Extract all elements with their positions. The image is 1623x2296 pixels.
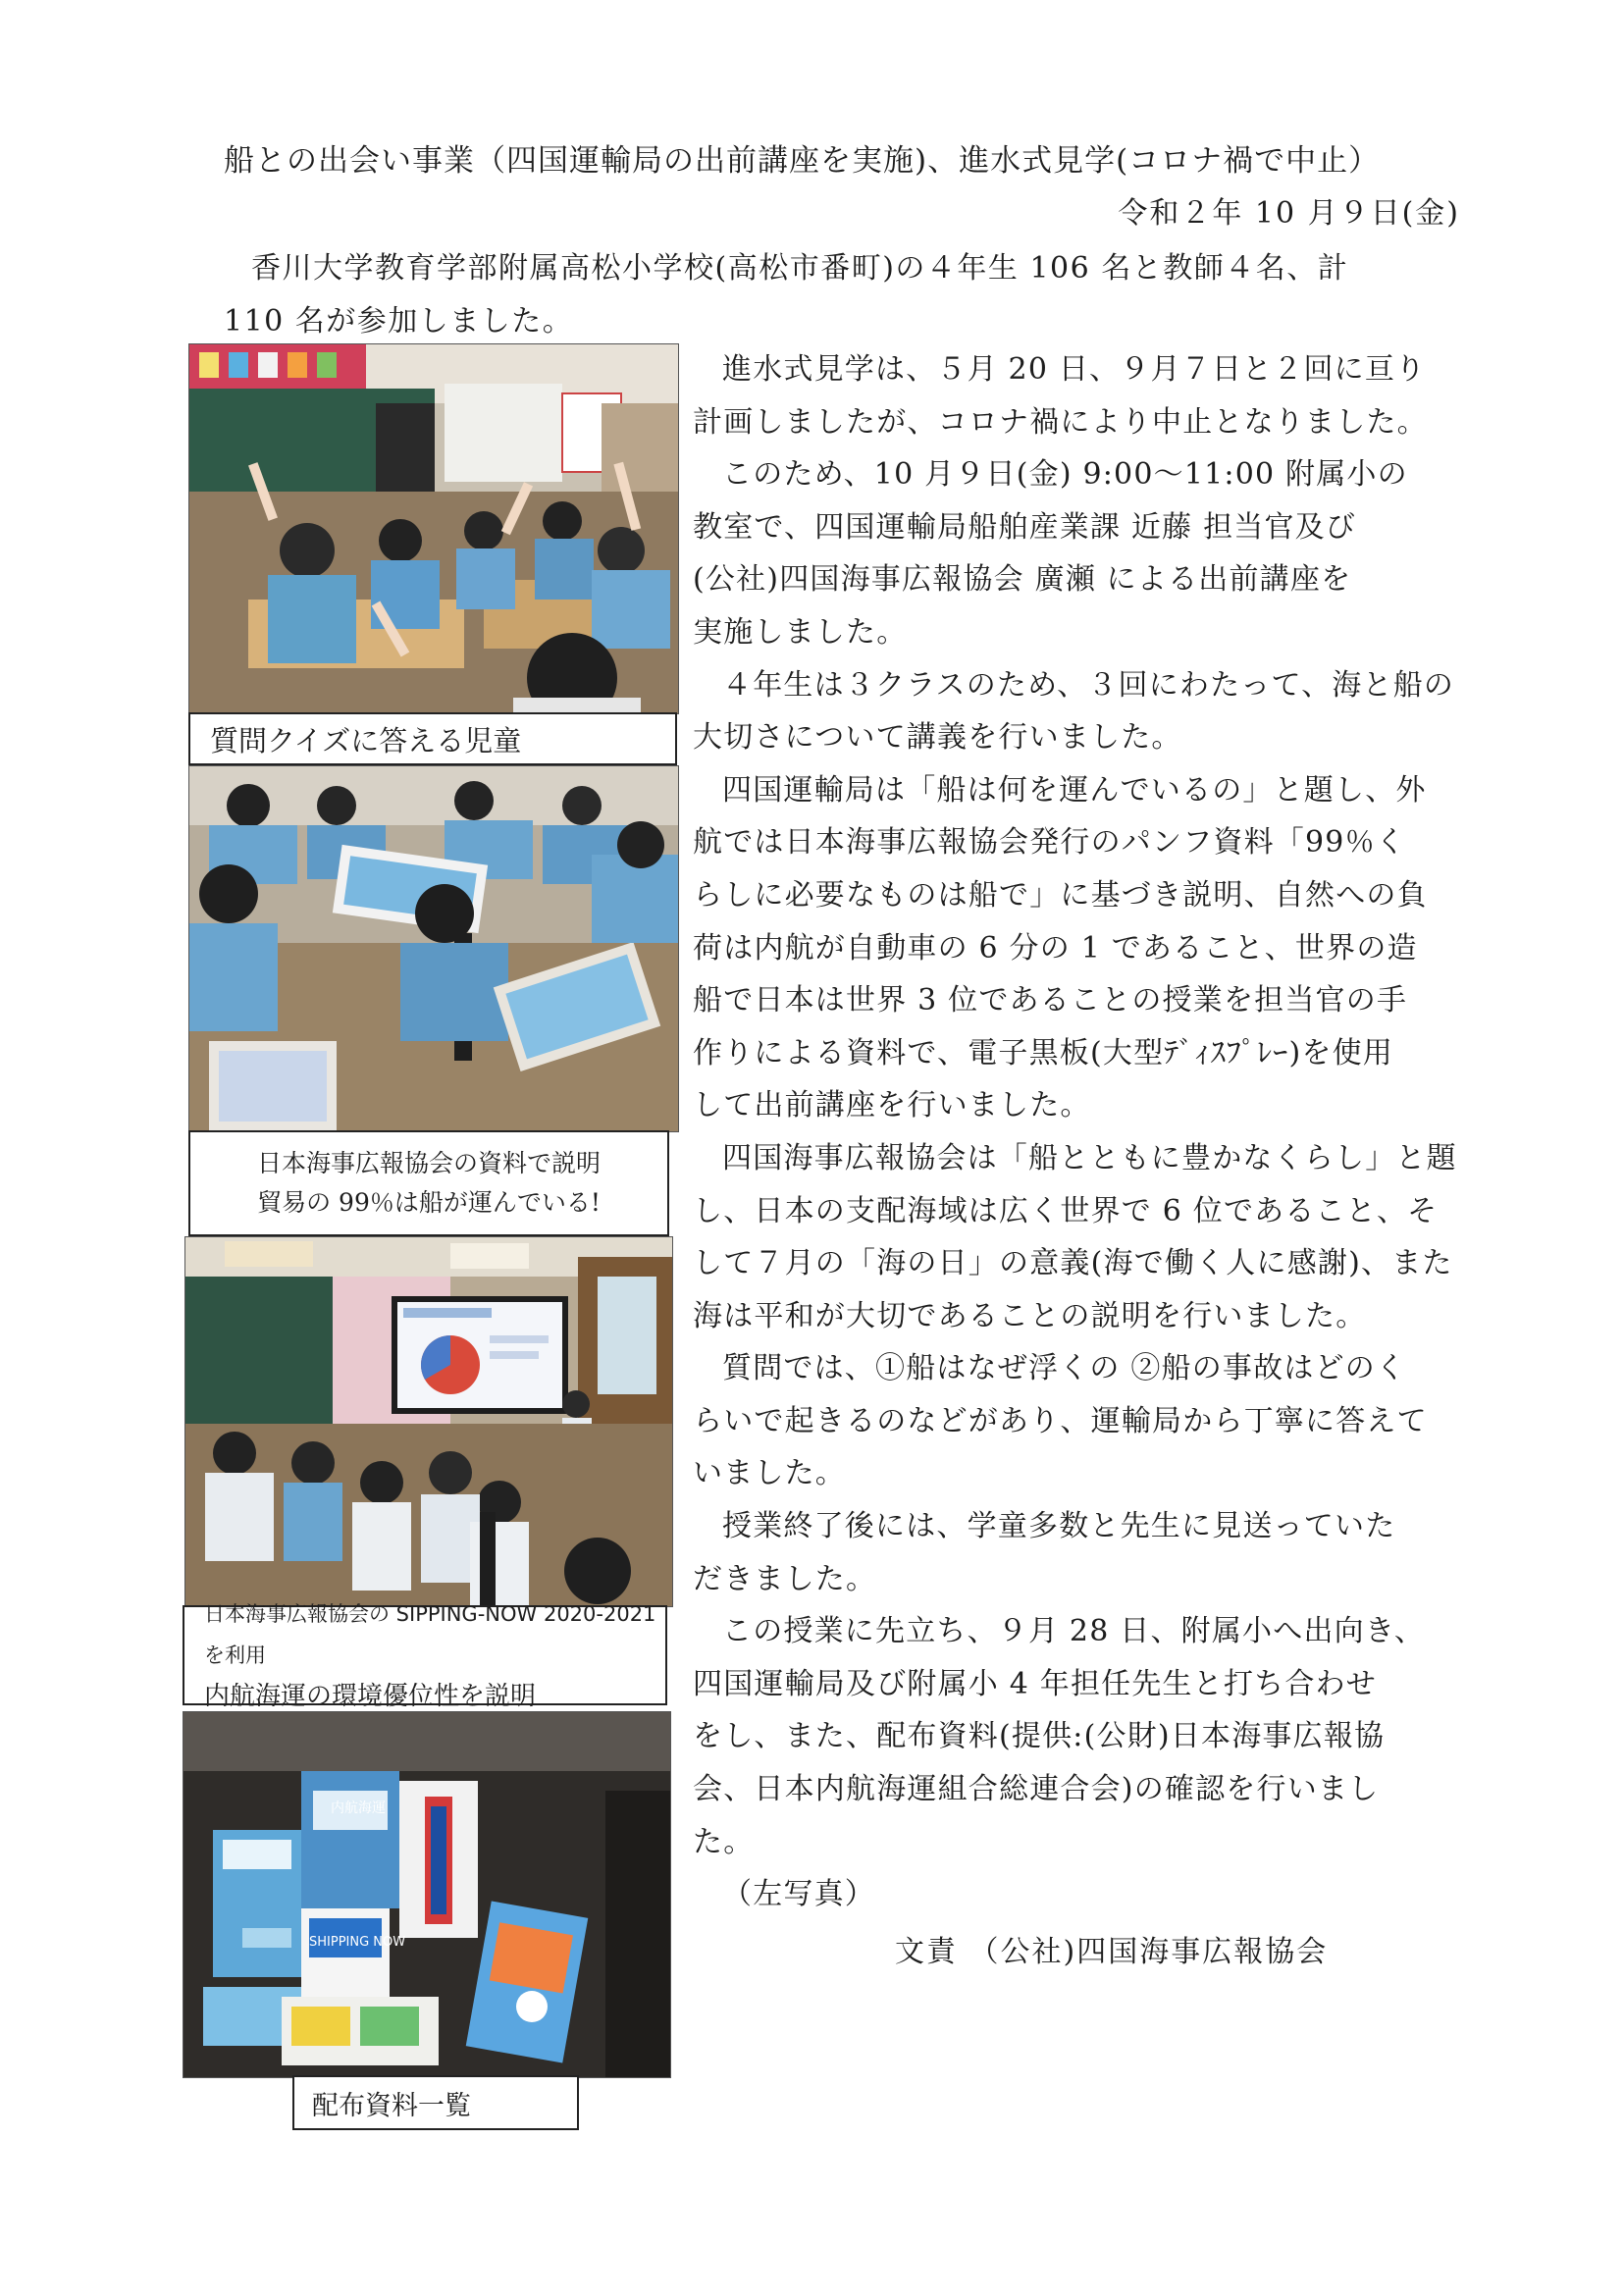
body-line: して出前講座を行いました。 (693, 1088, 1091, 1123)
intro-line-1: 香川大学教育学部附属高松小学校(高松市番町)の４年生 106 名と教師４名、計 (251, 251, 1349, 286)
body-line: 作りによる資料で、電子黒板(大型ﾃﾞｨｽﾌﾟﾚｰ)を使用 (693, 1035, 1394, 1070)
body-line: 四国運輸局及び附属小 4 年担任先生と打ち合わせ (693, 1666, 1377, 1701)
body-line: 進水式見学は、５月 20 日、９月７日と２回に亘り (722, 352, 1427, 387)
body-line: 計画しましたが、コロナ禍により中止となりました。 (693, 404, 1428, 440)
caption-photo-1: 質問クイズに答える児童 (188, 712, 677, 765)
body-line: 海は平和が大切であることの説明を行いました。 (693, 1298, 1367, 1333)
body-line: 会、日本内航海運組合総連合会)の確認を行いまし (693, 1772, 1380, 1807)
pamphlet-title-text: 内航海運 (331, 1800, 386, 1816)
caption-photo-3-line-2: 内航海運の環境優位性を説明 (204, 1682, 537, 1711)
photo-classroom-quiz (188, 343, 679, 714)
caption-photo-3-line-1: 日本海事広報協会の SIPPING-NOW 2020-2021 を利用 (204, 1602, 656, 1667)
caption-photo-3 (183, 1602, 667, 1711)
body-line: 航では日本海事広報協会発行のパンフ資料「99％く (693, 825, 1406, 861)
caption-photo-2-line-2: 貿易の 99％は船が運んでいる! (257, 1188, 601, 1217)
body-line: (公社)四国海事広報協会 廣瀬 による出前講座を (693, 562, 1352, 598)
body-line: 実施しました。 (693, 614, 908, 650)
body-line: し、日本の支配海域は広く世界で 6 位であること、そ (693, 1193, 1439, 1228)
body-line: このため、10 月９日(金) 9:00～11:00 附属小の (722, 457, 1408, 493)
body-line: いました。 (693, 1456, 846, 1491)
body-line: をし、また、配布資料(提供:(公財)日本海事広報協 (693, 1719, 1386, 1754)
photo-distributed-materials (183, 1711, 671, 2078)
body-text (693, 343, 1470, 1921)
caption-photo-4: 配布資料一覧 (292, 2075, 579, 2130)
document-date: 令和２年 10 月９日(金) (1118, 196, 1460, 231)
body-line: た。 (693, 1824, 755, 1859)
body-line: 質問では、①船はなぜ浮くの ②船の事故はどのく (722, 1351, 1407, 1386)
photo-pamphlet-lesson (188, 765, 679, 1132)
body-line: 四国運輸局は「船は何を運んでいるの」と題し、外 (722, 772, 1427, 808)
document-title: 船との出会い事業（四国運輸局の出前講座を実施)、進水式見学(コロナ禍で中止） (224, 143, 1381, 179)
body-line: （左写真） (722, 1877, 875, 1912)
body-line: だきました。 (693, 1561, 877, 1596)
body-line: ４年生は３クラスのため、３回にわたって、海と船の (722, 667, 1455, 703)
intro-line-2: 110 名が参加しました。 (224, 304, 574, 339)
body-line: 教室で、四国運輸局船舶産業課 近藤 担当官及び (693, 509, 1357, 545)
author-credit: 文責 （公社)四国海事広報協会 (895, 1935, 1329, 1969)
body-line: して７月の「海の日」の意義(海で働く人に感謝)、また (693, 1246, 1453, 1281)
body-line: 大切さについて講義を行いました。 (693, 720, 1182, 756)
body-line: この授業に先立ち、９月 28 日、附属小へ出向き、 (722, 1614, 1426, 1649)
body-line: らしに必要なものは船で」に基づき説明、自然への負 (693, 877, 1428, 913)
body-line: 四国海事広報協会は「船とともに豊かなくらし」と題 (722, 1140, 1457, 1175)
caption-photo-2-line-1: 日本海事広報協会の資料で説明 (256, 1149, 601, 1177)
pamphlet-cover-text: SHIPPING NOW (309, 1935, 406, 1950)
body-line: 船で日本は世界 3 位であることの授業を担当官の手 (693, 983, 1408, 1018)
body-line: 荷は内航が自動車の 6 分の 1 であること、世界の造 (693, 930, 1418, 965)
body-line: らいで起きるのなどがあり、運輸局から丁寧に答えて (693, 1403, 1428, 1438)
caption-photo-2 (188, 1130, 669, 1236)
body-line: 授業終了後には、学童多数と先生に見送っていた (722, 1509, 1396, 1544)
photo-electronic-blackboard (184, 1236, 673, 1607)
